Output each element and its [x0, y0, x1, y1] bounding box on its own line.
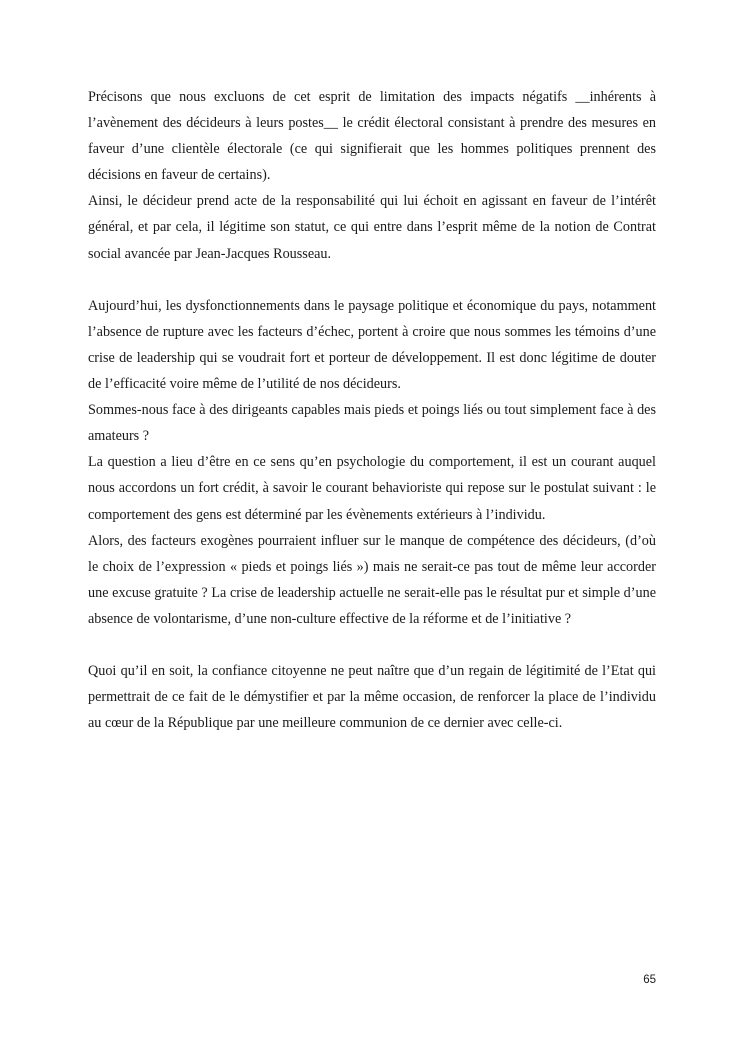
- paragraph-question-dirigeants: Sommes-nous face à des dirigeants capables mais pieds et poings liés ou tout simplement face à des amateurs ?: [88, 402, 656, 445]
- paragraph-gap: [88, 632, 656, 658]
- paragraph-dysfonctionnements: Aujourd’hui, les dysfonctionnements dans le paysage politique et économique du pays, notamment l’absence de rupture avec les facteurs d’échec, portent à croire que nous sommes les témoins d’une crise de leadership qui se voudrait fort et porteur de développement. Il est donc légitime de douter de l’efficacité voire même de l’utilité de nos décideurs.: [88, 297, 656, 393]
- paragraph-confiance-citoyenne: Quoi qu’il en soit, la confiance citoyenne ne peut naître que d’un regain de légitimité de l’Etat qui permettrait de ce fait de le démystifier et par la même occasion, de renforcer la place de l’individu au cœur de la République par une meilleure communion de ce dernier avec celle-ci.: [88, 663, 656, 732]
- paragraph-gap: [88, 267, 656, 293]
- paragraph-facteurs-exogenes: Alors, des facteurs exogènes pourraient influer sur le manque de compétence des décideurs, (d’où le choix de l’expression « pieds et poings liés ») mais ne serait-ce pas tout de même leur accorder une excuse gratuite ? La crise de leadership actuelle ne serait-elle pas le résultat pur et simple d’une absence de volontarisme, d’une non-culture effective de la réforme et de l’initiative ?: [88, 532, 656, 627]
- paragraph-behaviorisme: La question a lieu d’être en ce sens qu’en psychologie du comportement, il est un courant auquel nous accordons un fort crédit, à savoir le courant behavioriste qui repose sur le postulat suivant : le comportement des gens est déterminé par les évènements extérieurs à l’individu.: [88, 454, 656, 523]
- body-text: [88, 84, 656, 736]
- paragraph-limitation: Précisons que nous excluons de cet esprit de limitation des impacts négatifs __inhérents à l’avènement des décideurs à leurs postes__ le crédit électoral consistant à prendre des mesures en faveur d’une clientèle électorale (ce qui signifierait que les hommes politiques prennent des décisions en faveur de certains).: [88, 89, 656, 184]
- page-number: 65: [643, 974, 656, 986]
- paragraph-responsabilite: Ainsi, le décideur prend acte de la responsabilité qui lui échoit en agissant en faveur de l’intérêt général, et par cela, il légitime son statut, ce qui entre dans l’esprit même de la notion de Contrat social avancée par Jean-Jacques Rousseau.: [88, 193, 656, 262]
